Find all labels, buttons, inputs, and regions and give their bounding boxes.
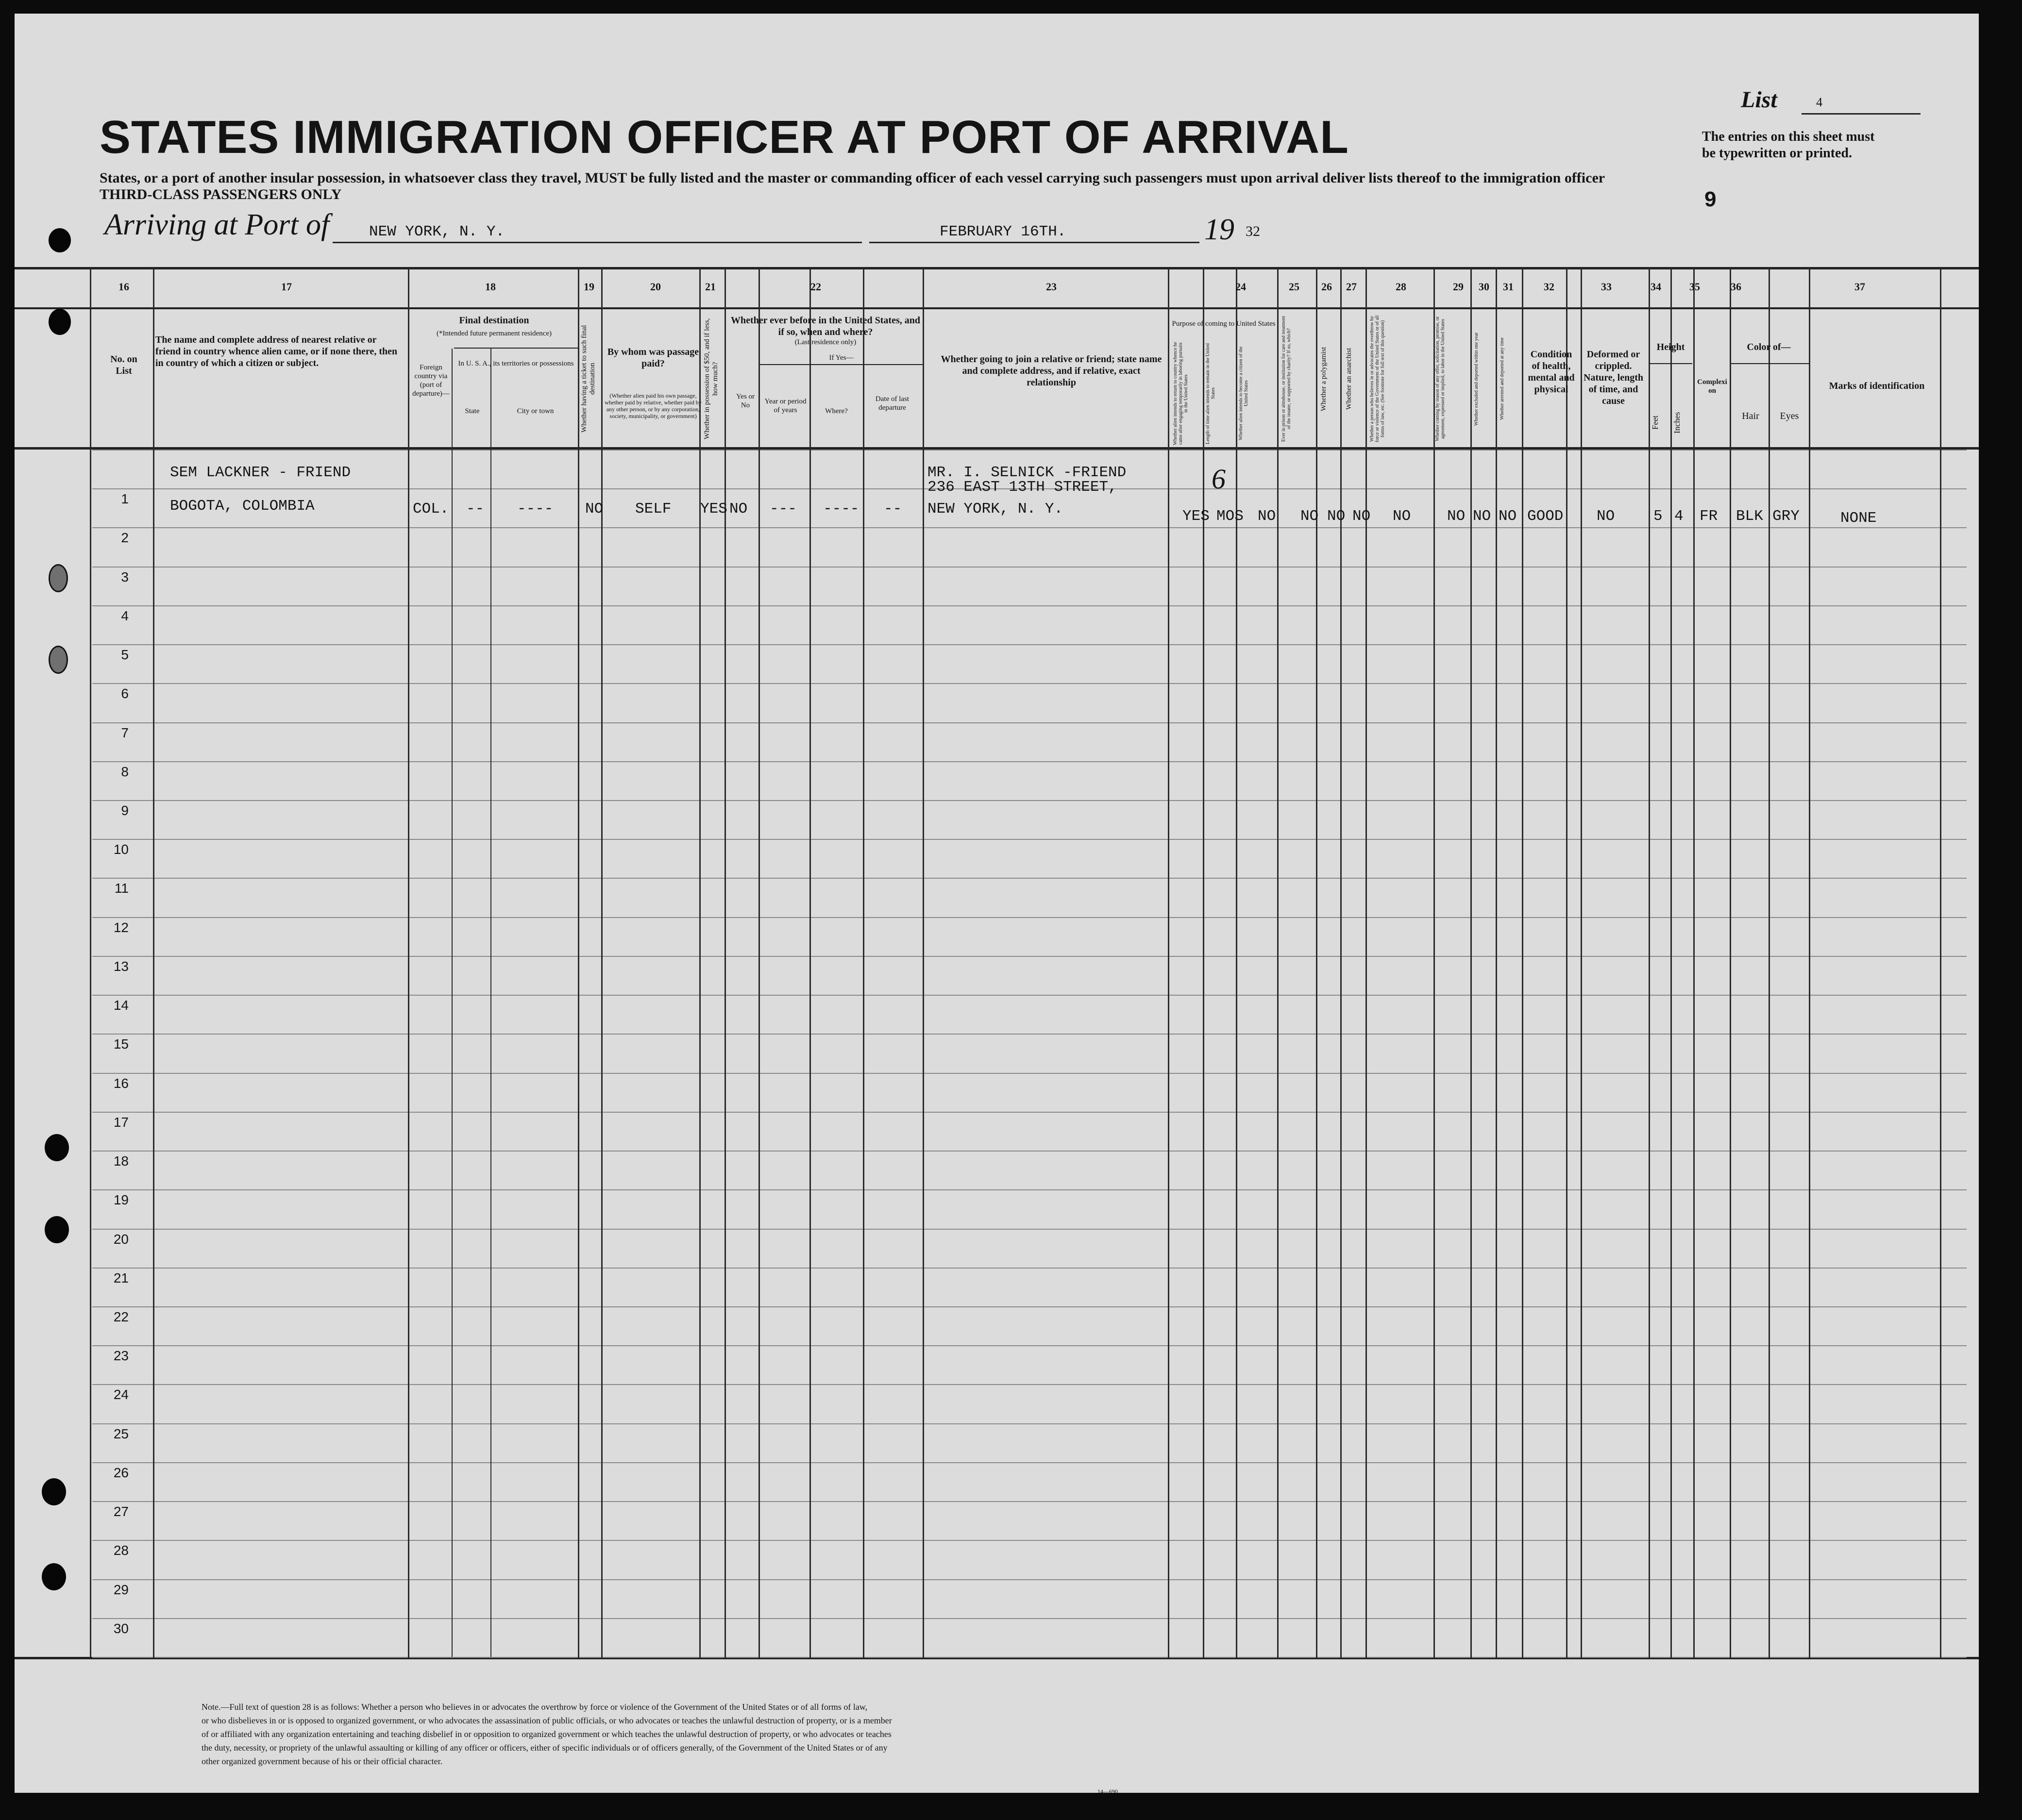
- row-rule: [92, 1501, 1967, 1502]
- list-underline: [1802, 113, 1921, 115]
- row-number: 7: [121, 725, 129, 740]
- join-line-1: MR. I. SELNICK -FRIEND: [927, 464, 1127, 481]
- manifest-sheet: [15, 14, 1979, 1793]
- row-number: 27: [113, 1504, 129, 1519]
- col-32-number: 32: [1544, 281, 1554, 293]
- length-stay-value: MOS: [1216, 508, 1244, 525]
- row-rule: [92, 1073, 1967, 1074]
- q30-heading: Whether excluded and deported within one year: [1474, 332, 1479, 426]
- row-number: 1: [121, 491, 129, 507]
- passage-paid-heading: By whom was passage paid?: [607, 347, 699, 369]
- row-number: 25: [113, 1426, 129, 1441]
- row-rule: [92, 761, 1967, 762]
- column-rule: [1522, 268, 1523, 1658]
- column-rule: [1769, 268, 1770, 1658]
- page-title: STATES IMMIGRATION OFFICER AT PORT OF ARRIVAL: [100, 111, 1349, 163]
- list-value: 4: [1816, 95, 1822, 109]
- row-number: 10: [113, 842, 129, 857]
- q29-value: NO: [1447, 508, 1466, 525]
- date-departure-value: --: [884, 501, 902, 518]
- join-line-3: NEW YORK, N. Y.: [927, 501, 1063, 518]
- row-number: 9: [121, 803, 129, 818]
- row-number: 17: [113, 1114, 129, 1130]
- col-22-number: 22: [810, 281, 821, 293]
- row-number: 8: [121, 764, 129, 779]
- port-underline: [333, 242, 862, 243]
- year-suffix: 32: [1246, 223, 1260, 239]
- date-value: FEBRUARY 16TH.: [940, 223, 1066, 240]
- hair-value: BLK: [1736, 508, 1763, 525]
- col-25-number: 25: [1289, 281, 1299, 293]
- ticket-value: NO: [585, 501, 604, 518]
- row-number: 22: [113, 1309, 129, 1324]
- form-number: 14—690: [1097, 1788, 1118, 1793]
- col-34-number: 34: [1651, 281, 1661, 293]
- column-rule: [1340, 268, 1342, 1658]
- row-rule: [92, 917, 1967, 918]
- row-rule: [92, 567, 1967, 568]
- column-rule: [758, 268, 760, 1658]
- final-destination-subrule: [454, 348, 578, 349]
- col-30-number: 30: [1479, 281, 1489, 293]
- q30-value: NO: [1473, 508, 1491, 525]
- port-value: NEW YORK, N. Y.: [369, 223, 505, 240]
- entries-note-1: The entries on this sheet must: [1702, 129, 1875, 144]
- citizen-intent-value: NO: [1258, 508, 1276, 525]
- no-on-list-heading: No. on List: [110, 354, 137, 376]
- row-rule: [92, 1462, 1967, 1463]
- row-rule: [92, 1151, 1967, 1152]
- row-number: 16: [113, 1075, 129, 1091]
- column-rule: [1277, 268, 1279, 1658]
- relative-address: BOGOTA, COLOMBIA: [170, 498, 315, 515]
- row-number: 28: [113, 1543, 129, 1558]
- date-departure-heading: Date of last departure: [875, 395, 910, 412]
- row-rule: [92, 800, 1967, 801]
- eyes-heading: Eyes: [1780, 411, 1799, 421]
- row-rule: [92, 1657, 1967, 1658]
- prison-value: NO: [1300, 508, 1319, 525]
- col-18-number: 18: [485, 281, 496, 293]
- footnote-line-3: of or affiliated with any organization entertaining and teaching disbelief in or opposition to organized government or which teaches the unlawful destruction of property, or who advocates or teaches: [202, 1729, 892, 1739]
- ticket-heading: Whether having a ticket to such final destination: [580, 325, 596, 433]
- col-31-number: 31: [1503, 281, 1514, 293]
- col-28-number: 28: [1396, 281, 1406, 293]
- anarchist-heading: Whether an anarchist: [1345, 348, 1353, 410]
- row-number: 13: [113, 958, 129, 974]
- inches-value: 4: [1674, 508, 1684, 525]
- column-rule: [1809, 268, 1810, 1658]
- col-23-number: 23: [1046, 281, 1057, 293]
- footnote-line-2: or who disbelieves in or is opposed to organized government, or who advocates the assassination of public officials, or who advocates or teaches the unlawful destruction of property, or is a member: [202, 1716, 892, 1725]
- row-number: 12: [113, 919, 129, 935]
- column-number-rule: [15, 307, 1979, 309]
- column-rule: [1316, 268, 1317, 1658]
- column-rule: [1670, 268, 1672, 1658]
- row-rule: [92, 1540, 1967, 1541]
- col-37-number: 37: [1854, 281, 1865, 293]
- punch-hole: [49, 228, 71, 252]
- q28-value: NO: [1393, 508, 1411, 525]
- list-label: List: [1741, 87, 1777, 113]
- row-number: 5: [121, 647, 129, 663]
- row-rule: [92, 1579, 1967, 1580]
- row-number: 26: [113, 1465, 129, 1480]
- punch-hole: [45, 1134, 69, 1161]
- row-rule: [92, 1306, 1967, 1307]
- col-33-number: 33: [1601, 281, 1612, 293]
- if-yes-heading: If Yes—: [829, 354, 854, 362]
- column-rule: [90, 268, 91, 1658]
- column-rule: [1940, 268, 1941, 1658]
- foreign-country-heading: Foreign country via (port of departure)—: [412, 364, 450, 398]
- row-number: 2: [121, 530, 129, 546]
- color-subrule: [1731, 363, 1809, 364]
- year-period-value: ---: [770, 501, 797, 518]
- col-16-number: 16: [118, 281, 129, 293]
- final-destination-note: (*Intended future permanent residence): [437, 330, 552, 337]
- state-value: --: [466, 501, 485, 518]
- final-destination-heading: Final destination: [459, 315, 529, 326]
- in-usa-heading: In U. S. A., its territories or possessions: [458, 360, 574, 367]
- deformed-value: NO: [1597, 508, 1615, 525]
- column-rule: [153, 268, 154, 1658]
- col-27-number: 27: [1346, 281, 1357, 293]
- column-rule: [1168, 268, 1169, 1658]
- col-36-number: 36: [1731, 281, 1741, 293]
- row-rule: [92, 1112, 1967, 1113]
- city-heading: City or town: [517, 407, 554, 415]
- row-number: 29: [113, 1582, 129, 1597]
- arriving-label: Arriving at Port of: [104, 208, 330, 241]
- row-rule: [92, 1345, 1967, 1346]
- entries-note-2: be typewritten or printed.: [1702, 146, 1852, 161]
- possession-50-heading: Whether in possession of $50, and if less, how much?: [703, 318, 719, 440]
- complexion-value: FR: [1700, 508, 1718, 525]
- subcolumn-rule: [452, 349, 453, 1657]
- height-subrule: [1649, 363, 1692, 364]
- punch-hole: [45, 1216, 69, 1243]
- column-rule: [725, 268, 726, 1658]
- column-rule: [1496, 268, 1497, 1658]
- marks-value: NONE: [1840, 510, 1877, 527]
- row-number: 3: [121, 569, 129, 584]
- height-heading: Height: [1656, 342, 1685, 352]
- year-period-heading: Year or period of years: [764, 398, 807, 414]
- polygamist-heading: Whether a polygamist: [1320, 347, 1328, 411]
- date-underline: [869, 242, 1199, 243]
- join-line-2: 236 EAST 13TH STREET,: [927, 479, 1117, 496]
- column-rule: [1730, 268, 1731, 1658]
- row-number: 19: [113, 1192, 129, 1208]
- purpose-heading: Purpose of coming to United States: [1172, 320, 1276, 328]
- row-number: 4: [121, 608, 129, 623]
- col-29-number: 29: [1453, 281, 1464, 293]
- relative-name: SEM LACKNER - FRIEND: [170, 464, 351, 481]
- ever-before-heading: Whether ever before in the United States, and if so, when and where?: [731, 315, 920, 337]
- column-rule: [601, 268, 603, 1658]
- if-yes-rule: [760, 364, 923, 365]
- length-stay-heading: Length of time alien intends to remain in the United States: [1205, 343, 1216, 444]
- column-rule: [1470, 268, 1472, 1658]
- row-rule: [92, 644, 1967, 645]
- footnote-line-5: other organized government because of his or their official character.: [202, 1756, 443, 1766]
- q31-heading: Whether arrested and deported at any time: [1500, 337, 1505, 420]
- marks-heading: Marks of identification: [1829, 381, 1925, 391]
- possession-50-value: YES: [700, 501, 727, 518]
- col-20-number: 20: [650, 281, 661, 293]
- year-prefix: 19: [1204, 213, 1234, 246]
- row-rule: [92, 683, 1967, 684]
- col-24-number: 24: [1235, 281, 1246, 293]
- row-number: 18: [113, 1153, 129, 1169]
- footnote-line-1: Note.—Full text of question 28 is as follows: Whether a person who believes in or advocates the overthrow by force or violence of the Government of the United States or of all forms of law,: [202, 1702, 868, 1712]
- q28-heading: Whether a person who believes in or advocates the overthrow by force or violence of the Government of the United States or of all forms of law, etc. (See footnote for full text of this question): [1369, 315, 1385, 443]
- row-number: 6: [121, 686, 129, 701]
- top-rule: [15, 267, 1979, 269]
- footnote-line-4: the duty, necessity, or propriety of the unlawful assaulting or killing of any officer or officers, either of specific individuals or of officers generally, of the Government of the United States or of any: [202, 1743, 888, 1753]
- row-rule: [92, 995, 1967, 996]
- row-number: 30: [113, 1620, 129, 1636]
- city-value: ----: [517, 501, 554, 518]
- row-rule: [92, 1034, 1967, 1035]
- yes-or-no-heading: Yes or No: [736, 393, 755, 409]
- passage-paid-note: (Whether alien paid his own passage, whether paid by relative, whether paid by any other person, or by any corporation, society, municipality, or government): [605, 392, 702, 419]
- header-instruction: States, or a port of another insular possession, in whatsoever class they travel, MUST be fully listed and the master or commanding officer of each vessel carrying such passengers must upon arrival deliver lists thereof to the immigration officer: [100, 170, 1605, 186]
- row-number: 21: [113, 1270, 129, 1286]
- passenger-class: THIRD-CLASS PASSENGERS ONLY: [100, 186, 342, 202]
- anarchist-value: NO: [1352, 508, 1371, 525]
- nearest-relative-heading: The name and complete address of nearest relative or friend in country whence alien came, or if none there, then in country of which a citizen or subject.: [155, 334, 398, 368]
- row-rule: [92, 1384, 1967, 1385]
- length-handwritten: 6: [1212, 463, 1226, 495]
- join-relative-heading: Whether going to join a relative or friend; state name and complete address, and if relative, exact relationship: [941, 354, 1162, 388]
- row-rule: [92, 1229, 1967, 1230]
- color-of-heading: Color of—: [1747, 342, 1791, 352]
- foreign-country-value: COL.: [413, 501, 449, 518]
- column-rule: [408, 268, 409, 1658]
- row-number: 14: [113, 998, 129, 1013]
- q29-heading: Whether coming by reason of any offer, solicitation, promise, or agreement, expressed or implied, to labor in the United States: [1435, 316, 1446, 442]
- inches-heading: Inches: [1672, 412, 1682, 434]
- where-value: ----: [823, 501, 859, 518]
- subcolumn-rule: [490, 349, 491, 1657]
- last-residence-note: (Last residence only): [794, 338, 857, 346]
- col-21-number: 21: [705, 281, 716, 293]
- polygamist-value: NO: [1327, 508, 1346, 525]
- row-rule: [92, 956, 1967, 957]
- column-rule: [1649, 268, 1650, 1658]
- row-rule: [92, 878, 1967, 879]
- purpose-return-value: YES: [1182, 508, 1210, 525]
- column-rule: [578, 268, 579, 1658]
- punch-hole: [42, 1478, 66, 1505]
- column-rule: [1203, 268, 1204, 1658]
- row-number: 24: [113, 1387, 129, 1403]
- col-17-number: 17: [281, 281, 292, 293]
- punch-hole: [42, 1563, 66, 1590]
- complexion-heading: Complexion: [1697, 378, 1727, 395]
- column-rule: [699, 268, 701, 1658]
- col-35-number: 35: [1689, 281, 1700, 293]
- citizen-intent-heading: Whether alien intends to become a citizen of the United States: [1238, 346, 1249, 441]
- row-number: 15: [113, 1036, 129, 1052]
- row-rule: [92, 527, 1967, 528]
- passage-paid-value: SELF: [635, 501, 672, 518]
- feet-heading: Feet: [1651, 415, 1660, 430]
- row-rule: [92, 1268, 1967, 1269]
- subcolumn-rule: [863, 365, 864, 1657]
- row-rule: [92, 605, 1967, 606]
- column-rule: [1566, 268, 1567, 1658]
- column-rule: [1581, 268, 1582, 1658]
- column-rule: [1365, 268, 1367, 1658]
- feet-value: 5: [1653, 508, 1663, 525]
- eyes-value: GRY: [1772, 508, 1800, 525]
- ever-before-value: NO: [729, 501, 748, 518]
- punch-hole: [49, 564, 68, 592]
- subcolumn-rule: [809, 365, 810, 1657]
- row-rule: [92, 1618, 1967, 1619]
- column-rule: [1433, 268, 1435, 1658]
- column-rule: [923, 268, 924, 1658]
- health-heading: Condition of health, mental and physical: [1528, 349, 1575, 395]
- punch-hole: [49, 309, 71, 335]
- row-rule: [92, 1423, 1967, 1424]
- punch-hole: [49, 646, 68, 674]
- deformed-heading: Deformed or crippled. Nature, length of time, and cause: [1584, 349, 1643, 406]
- health-value: GOOD: [1527, 508, 1564, 525]
- page-number: 9: [1704, 187, 1717, 211]
- q31-value: NO: [1499, 508, 1517, 525]
- hair-heading: Hair: [1742, 411, 1759, 421]
- where-heading: Where?: [825, 407, 848, 415]
- row-number: 11: [114, 881, 129, 896]
- col-26-number: 26: [1321, 281, 1332, 293]
- purpose-return-heading: Whether alien intends to return to country whence he came after engaging temporarily in laboring pursuits in the United States: [1173, 342, 1189, 445]
- row-rule: [92, 722, 1967, 723]
- col-19-number: 19: [584, 281, 594, 293]
- column-rule: [1236, 268, 1237, 1658]
- row-rule: [92, 839, 1967, 840]
- row-rule: [92, 1189, 1967, 1190]
- column-rule: [1693, 268, 1695, 1658]
- prison-heading: Ever in prison or almshouse, or institution for care and treatment of the insane, or supported by charity? If so, which?: [1281, 316, 1292, 442]
- footnote: [202, 1700, 1173, 1768]
- row-number: 23: [113, 1348, 129, 1364]
- row-rule: [92, 450, 1967, 451]
- state-heading: State: [465, 407, 480, 415]
- row-number: 20: [113, 1231, 129, 1247]
